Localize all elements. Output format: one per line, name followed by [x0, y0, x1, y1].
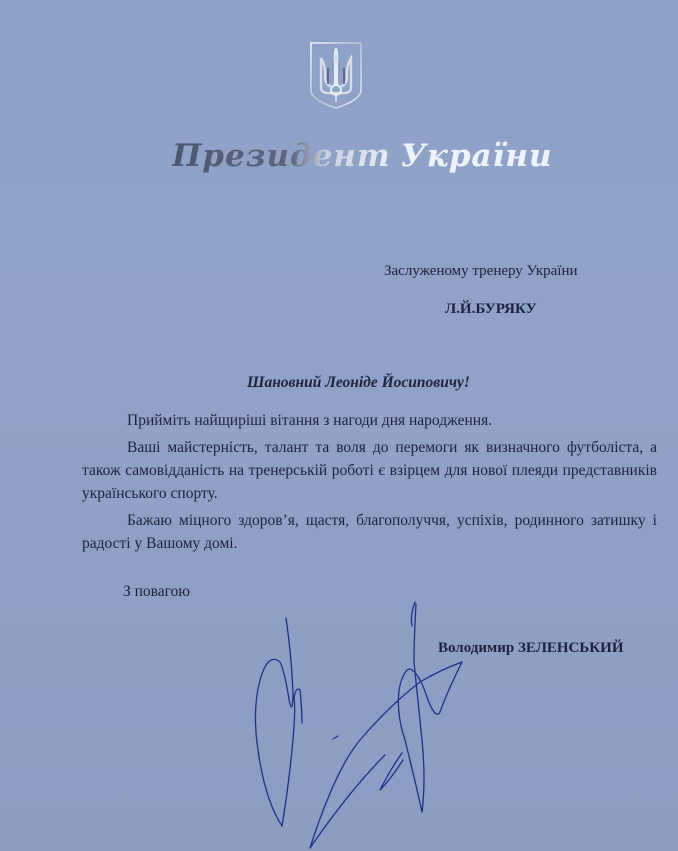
- recipient-name: Л.Й.БУРЯКУ: [445, 301, 537, 317]
- recipient-title: Заслуженому тренеру України: [384, 263, 578, 279]
- body-paragraph: Ваші майстерність, талант та воля до перемоги як визначного футболіста, а також самовідданість на тренерській роботі є взірцем для нової плеяди представників українського спорту.: [82, 439, 657, 502]
- letterhead-title: [172, 138, 553, 174]
- letterhead-title-ukraine: України: [400, 138, 553, 174]
- body-paragraph: Бажаю міцного здоров’я, щастя, благополуччя, успіхів, родинного затишку і радості у Вашому домі.: [82, 512, 657, 552]
- closing: З повагою: [123, 583, 190, 600]
- ukraine-trident-emblem-icon: [308, 40, 364, 110]
- signatory-name: Володимир ЗЕЛЕНСЬКИЙ: [438, 640, 624, 656]
- salutation: Шановний Леоніде Йосиповичу!: [247, 374, 470, 391]
- handwritten-signature-icon: [240, 590, 480, 851]
- letter-body: [82, 409, 657, 559]
- body-paragraph: Прийміть найщиріші вітання з нагоди дня народження.: [127, 412, 493, 429]
- letterhead-title-president: Президент: [172, 138, 391, 174]
